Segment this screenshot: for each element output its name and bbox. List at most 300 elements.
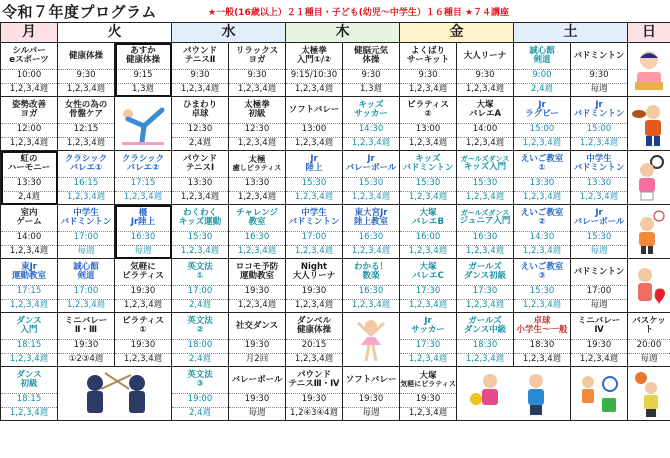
class-name-line: 英文法 [187,316,213,327]
class-name [1,259,57,283]
class-name [115,313,171,337]
class-name [400,151,456,175]
class-name-line: Jr [538,100,546,111]
class-time: 15:30 [172,231,228,243]
class-name-line: バレエ① [69,163,103,173]
class-weeks: 1,2,3,4週 [115,299,171,312]
class-name-line: 卓球 [533,316,551,327]
class-name-line: えいご教室 [520,262,564,273]
kendo-icon [58,367,171,420]
class-weeks: 1,2,3,4週 [514,245,570,258]
class-weeks: 毎週 [571,299,627,312]
class-cell [58,313,115,367]
day-header-wed: 水 [172,23,286,43]
class-name-line: eスポーツ [9,55,49,65]
rugby-kid-icon [628,97,670,150]
class-weeks: 1,2,3,4週 [286,83,342,96]
class-time: 17:00 [571,285,627,297]
class-name-line: 姿勢改善 [11,100,46,111]
class-cell [286,97,343,151]
class-name [286,97,342,121]
class-weeks: 1,2,3,4週 [457,245,513,258]
class-name-line: リラックス [235,46,279,57]
class-time: 12:00 [1,123,57,135]
class-weeks: 1,2,3,4週 [58,83,114,96]
schedule-row [1,205,670,259]
class-name-line: バレエA [468,109,502,119]
class-cell [1,205,58,259]
class-name-line: Jr [595,208,603,219]
class-name-line: バドミントン [573,50,625,61]
class-time: 13:30 [1,177,57,189]
class-name-line: ヨガ [20,109,38,119]
class-name [172,367,228,391]
class-time: 9:30 [457,69,513,81]
class-name-line: ダンベル [296,316,332,327]
class-weeks: 1,2,3,4週 [115,191,171,204]
class-time: 18:30 [514,339,570,351]
class-name [58,259,114,283]
class-name [571,205,627,229]
class-cell [286,151,343,205]
class-name-line: バドミントン [402,163,454,173]
class-name-line: パウンド [296,370,331,381]
class-name [229,151,285,175]
class-name-line: バレエB [412,217,444,227]
class-name-line: ピラティス [122,271,164,281]
volley-girl-icon [628,205,670,258]
day-header-thu: 木 [286,23,400,43]
class-time: 16:30 [115,231,171,243]
ballerina-illustration [343,313,400,367]
class-cell [514,205,571,259]
class-name-line: バドミントン [573,266,625,277]
class-weeks: 1,2,3,4週 [1,137,57,150]
class-name [457,205,513,229]
class-name [400,43,456,67]
class-time: 9:30 [343,69,399,81]
class-name-line: 卓球 [191,109,209,119]
class-name-line: ジュニア入門 [459,216,511,227]
class-name-line: Jr [424,316,432,327]
class-cell [400,43,457,97]
class-name [286,43,342,67]
class-name [172,259,228,283]
class-weeks: 1,2,3,4週 [571,137,627,150]
class-name-line: ガールズダンス [460,208,510,217]
class-weeks: 1,2,3,4週 [58,299,114,312]
class-weeks: 1,2,3,4週 [457,299,513,312]
class-time: 14:00 [1,231,57,243]
class-name-line: Jr [367,154,375,165]
class-cell [229,367,286,421]
class-time: 19:30 [343,393,399,405]
class-cell [457,205,514,259]
class-weeks: 1,2,3,4週 [286,191,342,204]
class-time: 15:00 [571,123,627,135]
class-time: 15:30 [400,177,456,189]
class-weeks: 1,2,3,4週 [457,137,513,150]
class-name-line: 小学生〜一般 [516,325,568,335]
yoga-woman-icon [115,97,171,150]
tennis-girl-icon [628,151,670,204]
class-cell [286,205,343,259]
class-name-line: 太極拳 [301,46,327,57]
class-time: 13:30 [172,177,228,189]
class-weeks: 1,2,3,4週 [571,353,627,366]
class-name-line: ② [424,109,432,119]
class-weeks: 1,2,3,4週 [229,137,285,150]
class-time: 9:00 [514,69,570,81]
class-name [571,313,627,337]
class-weeks: 1,2,3,4週 [286,299,342,312]
class-weeks: 1,2,3,4週 [400,83,456,96]
class-weeks: 1,2④3④4週 [286,407,342,420]
class-weeks: 1,2,3,4週 [1,407,57,420]
class-weeks: 毎週 [58,245,114,258]
class-weeks: 1,2,3,4週 [457,353,513,366]
class-name-line: ラグビー [525,109,559,119]
class-weeks: 1,2,3,4週 [514,191,570,204]
class-cell [229,97,286,151]
class-name-line: 剣道 [77,271,95,281]
class-cell [172,313,229,367]
class-name [514,43,570,67]
class-name [286,259,342,283]
class-name-line: ダンス [16,316,42,327]
class-name [58,43,114,67]
class-weeks: 1,2,3,4週 [343,137,399,150]
class-name-line: 英文法 [187,262,213,273]
class-weeks: 1,2,3,4週 [400,245,456,258]
day-header-sat: 土 [514,23,628,43]
class-weeks: 毎週 [229,407,285,420]
class-name-line: 大塚 [419,370,437,381]
class-cell [571,259,628,313]
kendo-illustration [58,367,172,421]
class-name-line: バスケット [632,316,666,335]
class-cell [571,43,628,97]
class-name-line: 陸上教室 [353,217,388,227]
class-name-line: サーキット [406,55,450,65]
class-time: 19:30 [58,339,114,351]
class-weeks: ①2③4週 [58,353,114,366]
class-cell [115,43,172,97]
class-time: 9:30 [571,69,627,81]
class-weeks: 1,2,3,4週 [514,353,570,366]
kid-reading-illustration [628,43,670,97]
day-header-row [1,23,670,43]
class-weeks: 2,4週 [172,353,228,366]
class-name-line: 大人リーナ [463,50,507,61]
class-weeks: 1,2,3,4週 [286,137,342,150]
class-cell [1,43,58,97]
class-cell [229,151,286,205]
class-cell [343,151,400,205]
class-cell [58,259,115,313]
class-name-line: バレーボール [573,217,625,227]
class-name [115,43,171,67]
class-name-line: ガールズ [468,316,502,327]
class-name-line: ソフトバレー [288,104,340,115]
class-name-line: サッカー [354,109,388,119]
heart-illustration [628,259,670,313]
class-cell [229,43,286,97]
class-name [172,205,228,229]
class-time: 12:30 [172,123,228,135]
class-time: 19:30 [229,393,285,405]
class-name-line: 入門①/② [296,55,332,65]
class-time: 17:00 [172,285,228,297]
class-name [514,97,570,121]
class-weeks: 1,2,3,4週 [58,191,114,204]
class-name [286,151,342,175]
day-header-mon: 月 [1,23,58,43]
class-weeks: 毎週 [115,245,171,258]
class-name [115,151,171,175]
class-cell [172,205,229,259]
class-name-line: Night [300,262,328,273]
class-name-line: バレエ② [126,163,160,173]
class-name-line: キッズ [415,154,441,165]
class-cell [400,205,457,259]
class-name-line: Jr陸上 [130,217,156,227]
class-cell [229,313,286,367]
class-time: 19:30 [286,285,342,297]
class-name [514,259,570,283]
class-time: 15:30 [286,177,342,189]
class-name-line: ミニバレー [64,316,108,327]
class-name [400,97,456,121]
class-name-line: 社交ダンス [235,320,279,331]
class-time: 16:30 [343,285,399,297]
class-name [1,97,57,121]
class-cell [343,97,400,151]
class-cell [457,313,514,367]
class-name-line: ハーモニー [7,163,51,173]
class-name [343,151,399,175]
class-name-line: バドミントン [573,163,625,173]
class-name [343,205,399,229]
class-time: 12:15 [58,123,114,135]
class-name [343,367,399,391]
class-weeks: 毎週 [571,245,627,258]
class-cell [286,367,343,421]
class-time: 19:30 [229,339,285,351]
schedule-row [1,151,670,205]
class-name-line: キッズ運動 [178,217,222,227]
class-name-line: 健脳元気 [353,46,388,57]
class-name-line: ガールズ [468,262,502,273]
ball-kids-icon [571,367,627,420]
schedule-row [1,367,670,421]
class-name [115,259,171,283]
class-weeks: 1,2,3,4週 [343,245,399,258]
class-name-line: 入門 [20,325,38,335]
class-cell [514,313,571,367]
class-weeks: 1,2,3,4週 [286,353,342,366]
class-name-line: シルバー [12,46,46,57]
basket-kid-illustration [628,367,670,421]
class-weeks: 1,3週 [115,83,171,96]
class-cell [115,151,172,205]
class-name-line: ヨガ [248,55,266,65]
class-cell [286,43,343,97]
class-cell [115,313,172,367]
class-name-line: 初級 [248,109,266,119]
class-weeks: 1,2,3,4週 [571,191,627,204]
class-name [457,151,513,175]
class-name [229,259,285,283]
class-cell [514,43,571,97]
class-name [343,97,399,121]
class-name [400,205,456,229]
class-name-line: 運動教室 [239,271,274,281]
class-name-line: ソフトバレー [345,374,397,385]
kids-sport-icon [457,367,570,420]
class-name-line: バレエC [412,271,444,281]
class-cell [229,205,286,259]
class-weeks: 1,2,3,4週 [400,407,456,420]
class-name [571,97,627,121]
class-weeks: 1,2,3,4週 [343,299,399,312]
class-time: 16:00 [400,231,456,243]
class-name-line: 健康体操 [68,50,103,61]
class-name [400,259,456,283]
class-name-line: 癒しピラティス [232,163,282,172]
class-cell [400,151,457,205]
class-name-line: サッカー [411,325,445,335]
class-cell [628,313,670,367]
class-name-line: キッズ入門 [463,162,507,173]
class-cell [1,367,58,421]
class-name-line: バレーボール [345,163,397,173]
class-weeks: 毎週 [628,353,670,366]
class-name-line: 誠心館 [529,46,555,57]
class-name-line: 大塚 [476,100,494,111]
class-name [457,97,513,121]
class-cell [58,43,115,97]
class-time: 16:30 [343,231,399,243]
class-time: 9:15 [115,69,171,81]
class-cell [172,151,229,205]
class-cell [172,367,229,421]
class-name-line: 大塚 [419,262,437,273]
class-name-line: ピラティス [407,100,449,111]
class-cell [400,367,457,421]
class-time: 14:30 [343,123,399,135]
class-weeks: 2,4週 [172,407,228,420]
class-cell [172,43,229,97]
page-subtitle: ★一般(16歳以上）２１種目・子ども(幼児～中学生）１６種目 ★７４講座 [208,8,510,18]
class-time: 15:30 [457,177,513,189]
class-name [514,205,570,229]
schedule-row [1,43,670,97]
class-name [286,313,342,337]
class-weeks: 1,2,3,4週 [400,353,456,366]
class-time: 18:30 [457,339,513,351]
class-time: 13:00 [286,123,342,135]
class-weeks: 1,2,3,4週 [58,137,114,150]
class-time: 16:15 [58,177,114,189]
class-name [229,367,285,391]
class-weeks: 1,2,3,4週 [1,245,57,258]
class-name-line: テニスⅢ・Ⅳ [288,379,340,389]
class-weeks: 1,2,3,4週 [400,299,456,312]
class-name [286,367,342,391]
class-name [172,97,228,121]
class-name-line: 気軽にピラティス [400,379,456,388]
class-name-line: テニスⅠ [185,163,215,173]
class-cell [286,313,343,367]
class-name [172,151,228,175]
class-name-line: えいご教室 [520,208,564,219]
class-name-line: 中学生 [73,208,99,219]
class-name-line: バドミントン [60,217,112,227]
class-name [400,313,456,337]
page-title: 令和７年度プログラム [2,3,157,21]
class-name-line: バレーボール [231,374,283,385]
class-name [1,205,57,229]
class-name [1,313,57,337]
class-name-line: 女性の為の [64,100,108,111]
class-cell [172,259,229,313]
class-weeks: 1,2,3,4週 [172,191,228,204]
class-cell [400,259,457,313]
class-time: 20:00 [628,339,670,351]
class-name-line: ② [538,217,546,227]
day-header-tue: 火 [58,23,172,43]
class-name-line: クラシック [64,154,108,165]
class-cell [58,205,115,259]
class-time: 19:30 [115,285,171,297]
class-cell [58,151,115,205]
class-name [172,313,228,337]
class-weeks: 1,2,3,4週 [343,191,399,204]
class-name-line: えいご教室 [520,154,564,165]
class-name-line: ダンス中級 [463,325,507,335]
class-time: 17:15 [115,177,171,189]
class-weeks: 2,4週 [1,191,57,204]
class-cell [400,97,457,151]
class-time: 15:30 [514,285,570,297]
class-name [229,313,285,337]
class-name-line: キッズ [358,100,384,111]
class-cell [343,259,400,313]
class-weeks: 1,2,3,4週 [400,191,456,204]
class-time: 15:30 [571,231,627,243]
class-name-line: 太極 [248,154,266,165]
class-name [514,313,570,337]
class-name-line: わくわく [182,208,217,219]
class-name-line: ③ [538,271,546,281]
class-time: 17:30 [400,285,456,297]
class-name [343,259,399,283]
class-name [628,313,670,337]
class-name-line: ① [196,271,204,281]
class-weeks: 1,2,3,4週 [229,191,285,204]
tennis-girl-illustration [628,151,670,205]
class-name-line: 大人リーナ [292,271,336,281]
class-cell [457,259,514,313]
class-name-line: 健康体操 [125,55,160,65]
class-cell [571,205,628,259]
class-name [400,367,456,391]
class-time: 13:30 [229,177,285,189]
class-weeks: 1,2,3,4週 [172,83,228,96]
class-name-line: 橿 [138,208,148,219]
class-time: 17:00 [286,231,342,243]
